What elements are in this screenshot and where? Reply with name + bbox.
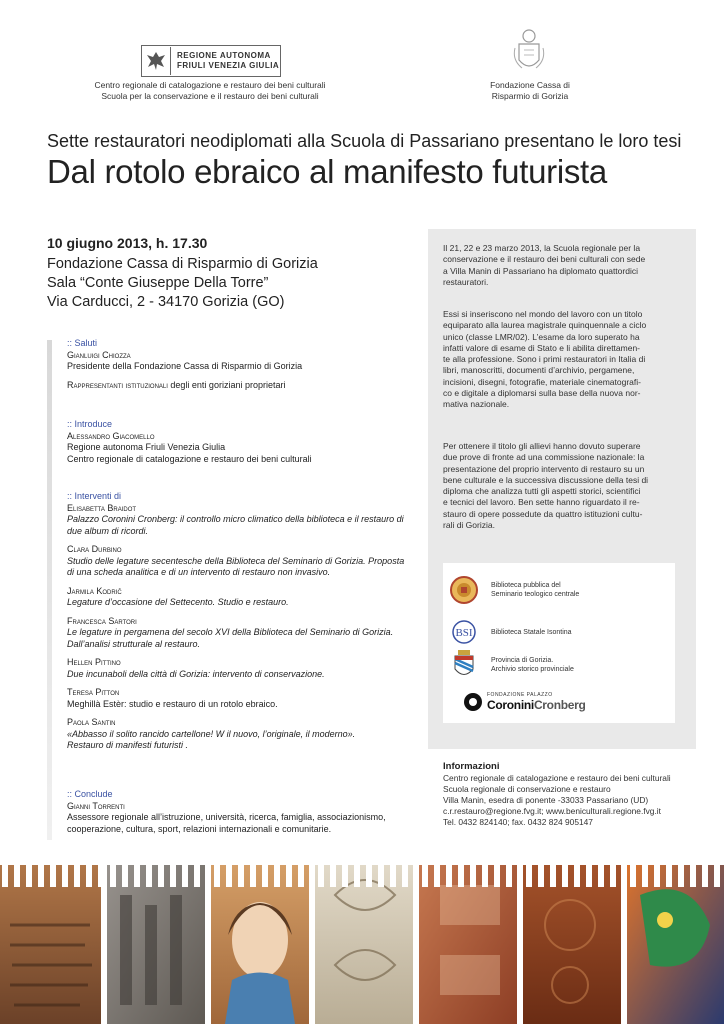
eagle-icon: [142, 47, 171, 75]
thesis-title-line: Meghillà Estèr: studio e restauro di un rotolo ebraico.: [67, 698, 278, 709]
right-paragraph-1: [443, 243, 683, 288]
paragraph-line: a Villa Manin di Passariano ha diplomato quattordici: [443, 265, 638, 276]
intervento-item: [67, 687, 412, 710]
info-email-web[interactable]: c.r.restauro@regione.fvg.it; www.beniculturali.regione.fvg.it: [443, 806, 661, 816]
intervento-item: [67, 657, 412, 680]
paragraph-line: stauro di opere possedute da quattro istituzioni cultu-: [443, 508, 643, 519]
thesis-title-line: «Abbasso il solito rancido cartellone! W il nuovo, l’originale, il moderno».: [67, 728, 356, 739]
partner-seminario-text: [491, 581, 579, 599]
program-introduce: [67, 419, 412, 465]
artwork-image-strip: [0, 855, 724, 1024]
partner-coronini: [463, 692, 586, 712]
coronini-text: [487, 692, 586, 712]
thesis-title-line: Palazzo Coronini Cronberg: il controllo micro climatico della biblioteca e il restauro di: [67, 514, 404, 524]
info-line: Centro regionale di catalogazione e restauro dei beni culturali: [443, 773, 671, 783]
section-head-introduce: :: Introduce: [67, 419, 113, 429]
institutional-representatives: [67, 380, 412, 392]
section-head-interventi: :: Interventi di: [67, 491, 122, 501]
event-date: 10 giugno 2013, h. 17.30: [47, 235, 208, 251]
bsi-logo-text: BSI: [455, 627, 473, 639]
partner-line: Seminario teologico centrale: [491, 591, 580, 598]
speaker-role-1: Assessore regionale all’istruzione, università, ricerca, famiglia, associazionismo,: [67, 812, 386, 822]
paragraph-line: Per ottenere il titolo gli allievi hanno dovuto superare: [443, 441, 641, 451]
coronini-small-text: FONDAZIONE PALAZZO: [487, 692, 553, 698]
partner-isontina: [447, 617, 572, 647]
paragraph-line: unico (classe LMR/02). L’esame da loro superato ha: [443, 331, 640, 342]
paragraph-line: te alla professione. Sono i primi restauratori in Italia di: [443, 354, 646, 365]
header-left-text: [60, 80, 360, 102]
intervento-item: [67, 503, 412, 538]
paragraph-line: infatti valore di esame di Stato e li abilita direttamen-: [443, 342, 641, 353]
intervento-item: [67, 586, 412, 609]
info-line: Villa Manin, esedra di ponente -33033 Passariano (UD): [443, 795, 649, 805]
header-left-line-2: Scuola per la conservazione e il restauro dei beni culturali: [101, 91, 319, 101]
paragraph-line: due prove di fronte ad una commissione nazionale: la: [443, 452, 645, 463]
speaker-name: Paola Santin: [67, 717, 116, 727]
seminary-seal-icon: [447, 575, 481, 605]
speaker-name: Teresa Pitton: [67, 687, 120, 697]
paragraph-line: incisioni, disegni, fotografie, materiale cinematografi-: [443, 376, 641, 387]
coronini-name-a: Coronini: [487, 698, 534, 712]
intervento-item: [67, 717, 412, 752]
interventi-list: [67, 503, 412, 752]
thesis-title-line: due album di ricordi.: [67, 525, 149, 536]
speaker-role-2: Centro regionale di catalogazione e restauro dei beni culturali: [67, 453, 312, 464]
speaker-name: Jarmila Kodrič: [67, 585, 122, 596]
coronini-name: [487, 698, 586, 712]
paragraph-line: e tecnici del lavoro. Ben sette hanno riguardato il re-: [443, 497, 640, 508]
info-line: Scuola regionale di conservazione e restauro: [443, 784, 611, 794]
partner-line: Archivio storico provinciale: [491, 666, 574, 673]
paragraph-line: Il 21, 22 e 23 marzo 2013, la Scuola regionale per la: [443, 243, 641, 253]
paragraph-line: libri, manoscritti, documenti d’archivio, pergamene,: [443, 365, 635, 376]
info-text: [443, 773, 703, 828]
subtitle: Sette restauratori neodiplomati alla Scuola di Passariano presentano le loro tesi: [47, 131, 682, 151]
partner-seminario: [447, 575, 579, 605]
event-address: Via Carducci, 2 - 34170 Gorizia (GO): [47, 294, 285, 310]
intervento-item: [67, 544, 412, 579]
thesis-title-line: Restauro di manifesti futuristi .: [67, 740, 189, 750]
thesis-title-line: Dall’analisi strutturale al restauro.: [67, 638, 201, 649]
partner-provincia: [447, 650, 574, 680]
speaker-name: Alessandro Giacomello: [67, 430, 155, 441]
header-right-line-1: Fondazione Cassa di: [490, 80, 570, 90]
page-title: Dal rotolo ebraico al manifesto futurista: [47, 153, 607, 190]
region-logo: [141, 45, 281, 77]
info-line: Tel. 0432 824140; fax. 0432 824 905147: [443, 817, 593, 827]
paragraph-line: conservazione e il restauro dei beni culturali con sede: [443, 254, 646, 265]
partner-line: Biblioteca pubblica del: [491, 582, 561, 589]
thesis-title-line: Studio delle legature secentesche della Biblioteca del Seminario di Gorizia. Proposta: [67, 555, 405, 566]
provincia-crest-icon: [447, 650, 481, 680]
region-logo-line-2: FRIULI VENEZIA GIULIA: [177, 61, 280, 70]
region-logo-text: [171, 51, 279, 71]
partner-line: Biblioteca Statale Isontina: [491, 628, 572, 636]
event-venue: Fondazione Cassa di Risparmio di Gorizia: [47, 256, 318, 272]
paragraph-line: rali di Gorizia.: [443, 520, 495, 531]
partner-isontina-text: [491, 628, 572, 637]
speaker-role-2: cooperazione, cultura, sport, relazioni internazionali e comunitarie.: [67, 823, 332, 834]
speaker-role: Presidente della Fondazione Cassa di Risparmio di Gorizia: [67, 361, 303, 371]
program-saluti: [67, 338, 412, 391]
speaker-name: Hellen Pittino: [67, 657, 121, 667]
partner-provincia-text: [491, 656, 574, 674]
speaker-name: Elisabetta Braidot: [67, 502, 137, 513]
speaker-role-1: Regione autonoma Friuli Venezia Giulia: [67, 442, 226, 452]
thesis-title-line: Le legature in pergamena del secolo XVI della Biblioteca del Seminario di Gorizia.: [67, 627, 394, 637]
intervento-item: [67, 616, 412, 651]
event-room: Sala “Conte Giuseppe Della Torre”: [47, 275, 269, 291]
paragraph-line: co e digitale a diplomarsi sulla base della nuova nor-: [443, 388, 641, 399]
speaker-name: Clara Durbino: [67, 544, 122, 554]
partner-line: Provincia di Gorizia.: [491, 657, 554, 664]
program-interventi: [67, 491, 412, 752]
section-head-conclude: :: Conclude: [67, 789, 113, 799]
right-paragraph-3: [443, 441, 683, 531]
thesis-title-line: di una scheda analitica e di un intervento di restauro non invasivo.: [67, 567, 331, 577]
header-left-line-1: Centro regionale di catalogazione e restauro dei beni culturali: [94, 80, 326, 90]
coronini-name-b: Cronberg: [533, 698, 586, 712]
paragraph-line: presentazione del proprio intervento di restauro su un: [443, 463, 645, 474]
foundation-crest-icon: [512, 26, 546, 76]
header-right-text: [470, 80, 590, 102]
right-paragraph-2: [443, 309, 683, 411]
speaker-name: Gianni Torrenti: [67, 800, 125, 811]
paragraph-line: restauratori.: [443, 276, 489, 287]
paragraph-line: Essi si inseriscono nel mondo del lavoro con un titolo: [443, 309, 643, 319]
representatives-label: Rappresentanti istituzionali: [67, 379, 168, 390]
speaker-name: Francesca Sartori: [67, 615, 137, 626]
paragraph-line: bene culturale e la successiva discussione della tesi di: [443, 474, 649, 485]
paragraph-line: equiparato alla laurea magistrale quinquennale a ciclo: [443, 320, 647, 331]
representatives-rest: degli enti goriziani proprietari: [167, 379, 286, 390]
info-heading: Informazioni: [443, 761, 500, 772]
speaker-name: Gianluigi Chiozza: [67, 349, 131, 360]
paragraph-line: mativa nazionale.: [443, 399, 510, 410]
region-logo-line-1: REGIONE AUTONOMA: [177, 51, 271, 60]
header-right-line-2: Risparmio di Gorizia: [491, 91, 569, 101]
thesis-title-line: Legature d’occasione del Settecento. Studio e restauro.: [67, 597, 289, 607]
paragraph-line: diploma che analizza tutti gli aspetti storici, scientifici: [443, 486, 641, 497]
coronini-logo-icon: [463, 692, 483, 712]
section-head-saluti: :: Saluti: [67, 338, 98, 348]
program-conclude: [67, 789, 412, 835]
thesis-title-line: Due incunaboli della città di Gorizia: intervento di conservazione.: [67, 668, 325, 679]
program-side-bar: [47, 340, 52, 840]
bsi-logo-icon: [447, 617, 481, 647]
